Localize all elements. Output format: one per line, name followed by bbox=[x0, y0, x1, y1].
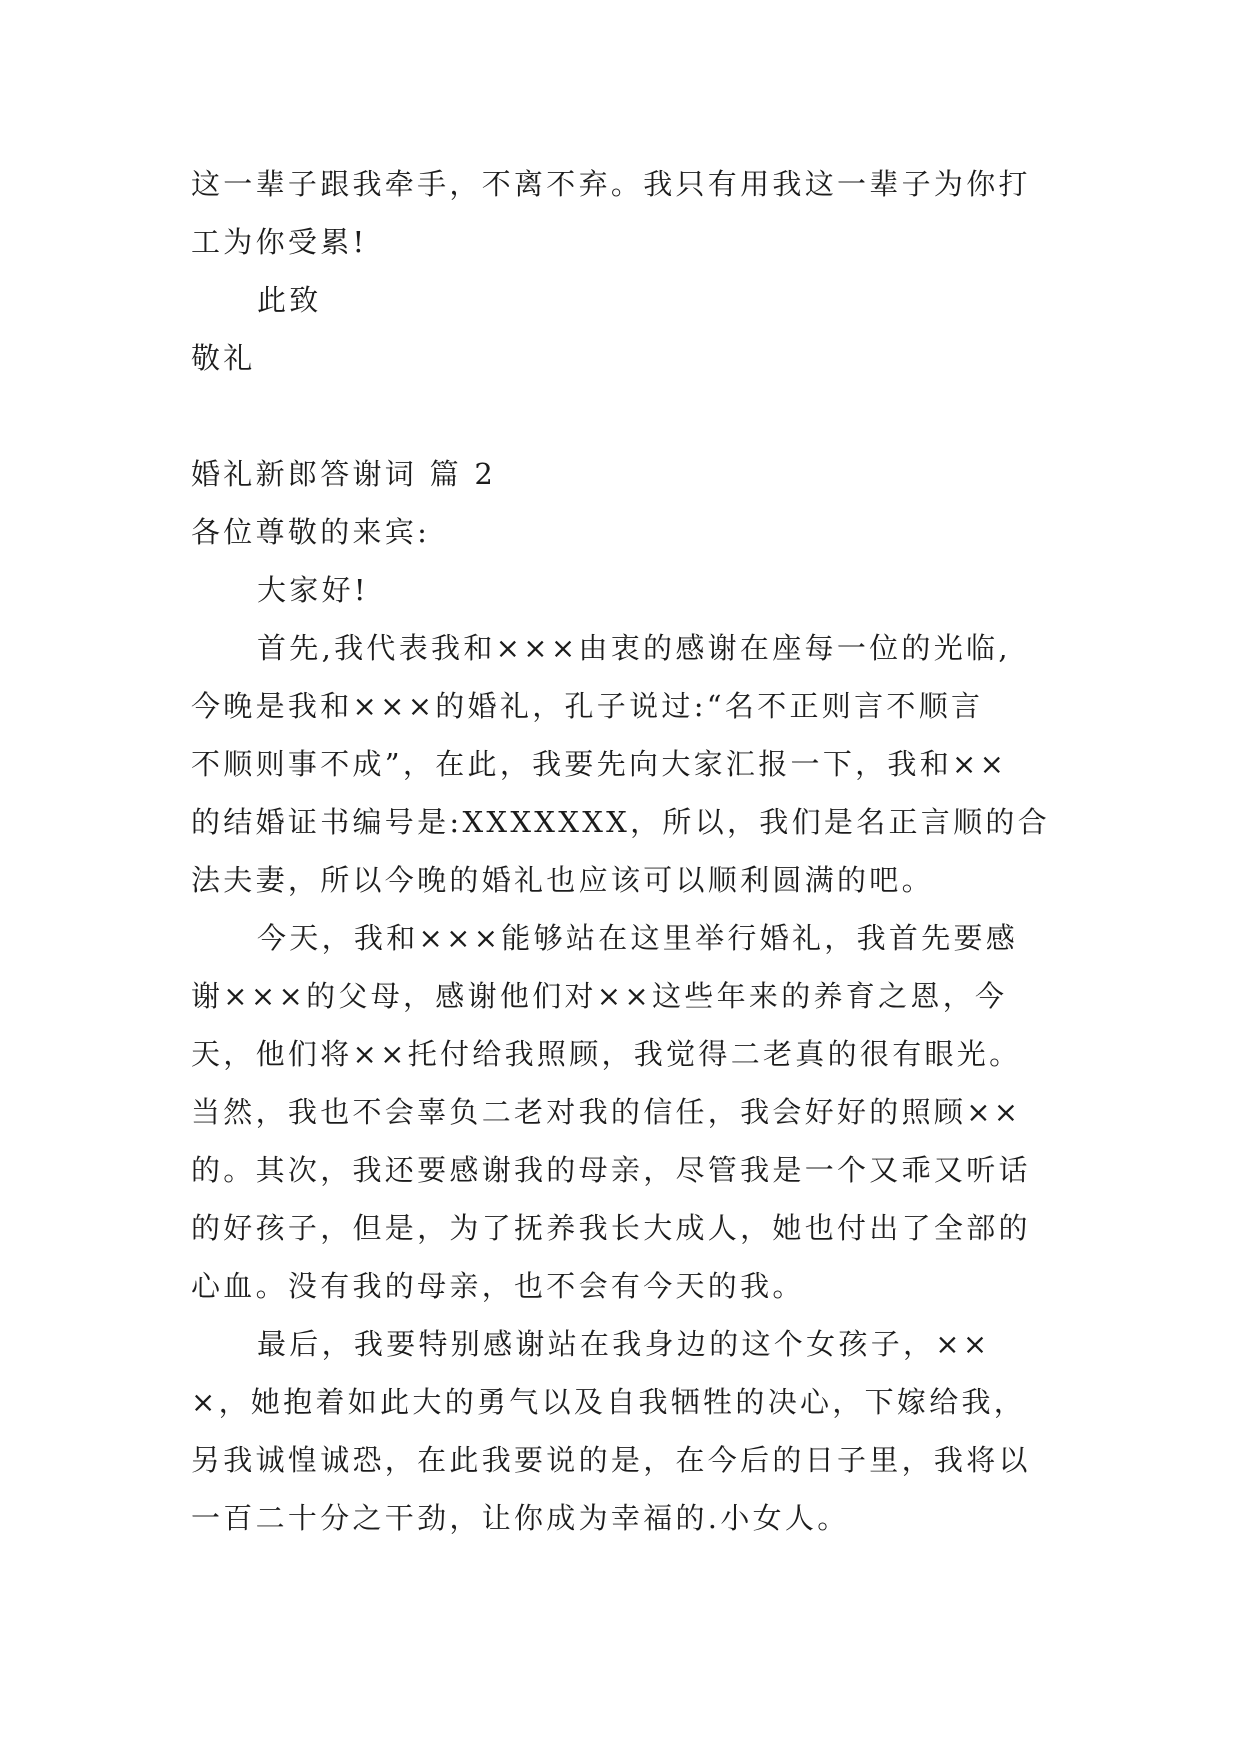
text-line: 不顺则事不成”，在此，我要先向大家汇报一下，我和×× bbox=[191, 747, 1008, 781]
salutation: 此致 bbox=[257, 283, 322, 317]
greeting: 各位尊敬的来宾: bbox=[191, 515, 431, 549]
section-heading: 婚礼新郎答谢词 篇 2 bbox=[191, 457, 497, 491]
text-line: 今晚是我和×××的婚礼，孔子说过:“名不正则言不顺言 bbox=[191, 689, 984, 723]
blank-line bbox=[191, 387, 1071, 445]
text-line: 天，他们将××托付给我照顾，我觉得二老真的很有眼光。 bbox=[191, 1037, 1022, 1071]
text-line: 当然，我也不会辜负二老对我的信任，我会好好的照顾×× bbox=[191, 1095, 1022, 1129]
text-line: 的好孩子，但是，为了抚养我长大成人，她也付出了全部的 bbox=[191, 1211, 1031, 1245]
text-line: 谢×××的父母，感谢他们对××这些年来的养育之恩，今 bbox=[191, 979, 1008, 1013]
text-line: 首先,我代表我和×××由衷的感谢在座每一位的光临, bbox=[257, 631, 1011, 665]
text-line: 最后，我要特别感谢站在我身边的这个女孩子，×× bbox=[257, 1327, 991, 1361]
text-line: 一百二十分之干劲，让你成为幸福的.小女人。 bbox=[191, 1501, 850, 1535]
text-line: 法夫妻，所以今晚的婚礼也应该可以顺利圆满的吧。 bbox=[191, 863, 934, 897]
regards: 敬礼 bbox=[191, 341, 256, 375]
text-line: 的。其次，我还要感谢我的母亲，尽管我是一个又乖又听话 bbox=[191, 1153, 1031, 1187]
document-body bbox=[191, 155, 1071, 1547]
text-line: ×，她抱着如此大的勇气以及自我牺牲的决心，下嫁给我， bbox=[191, 1385, 1027, 1419]
text-line: 另我诚惶诚恐，在此我要说的是，在今后的日子里，我将以 bbox=[191, 1443, 1031, 1477]
hello-line: 大家好! bbox=[257, 573, 369, 607]
text-line: 心血。没有我的母亲，也不会有今天的我。 bbox=[191, 1269, 805, 1303]
text-line: 这一辈子跟我牵手，不离不弃。我只有用我这一辈子为你打 bbox=[191, 167, 1031, 201]
text-line: 工为你受累! bbox=[191, 225, 368, 259]
text-line: 今天，我和×××能够站在这里举行婚礼，我首先要感 bbox=[257, 921, 1019, 955]
text-line: 的结婚证书编号是:XXXXXXX，所以，我们是名正言顺的合 bbox=[191, 805, 1050, 839]
